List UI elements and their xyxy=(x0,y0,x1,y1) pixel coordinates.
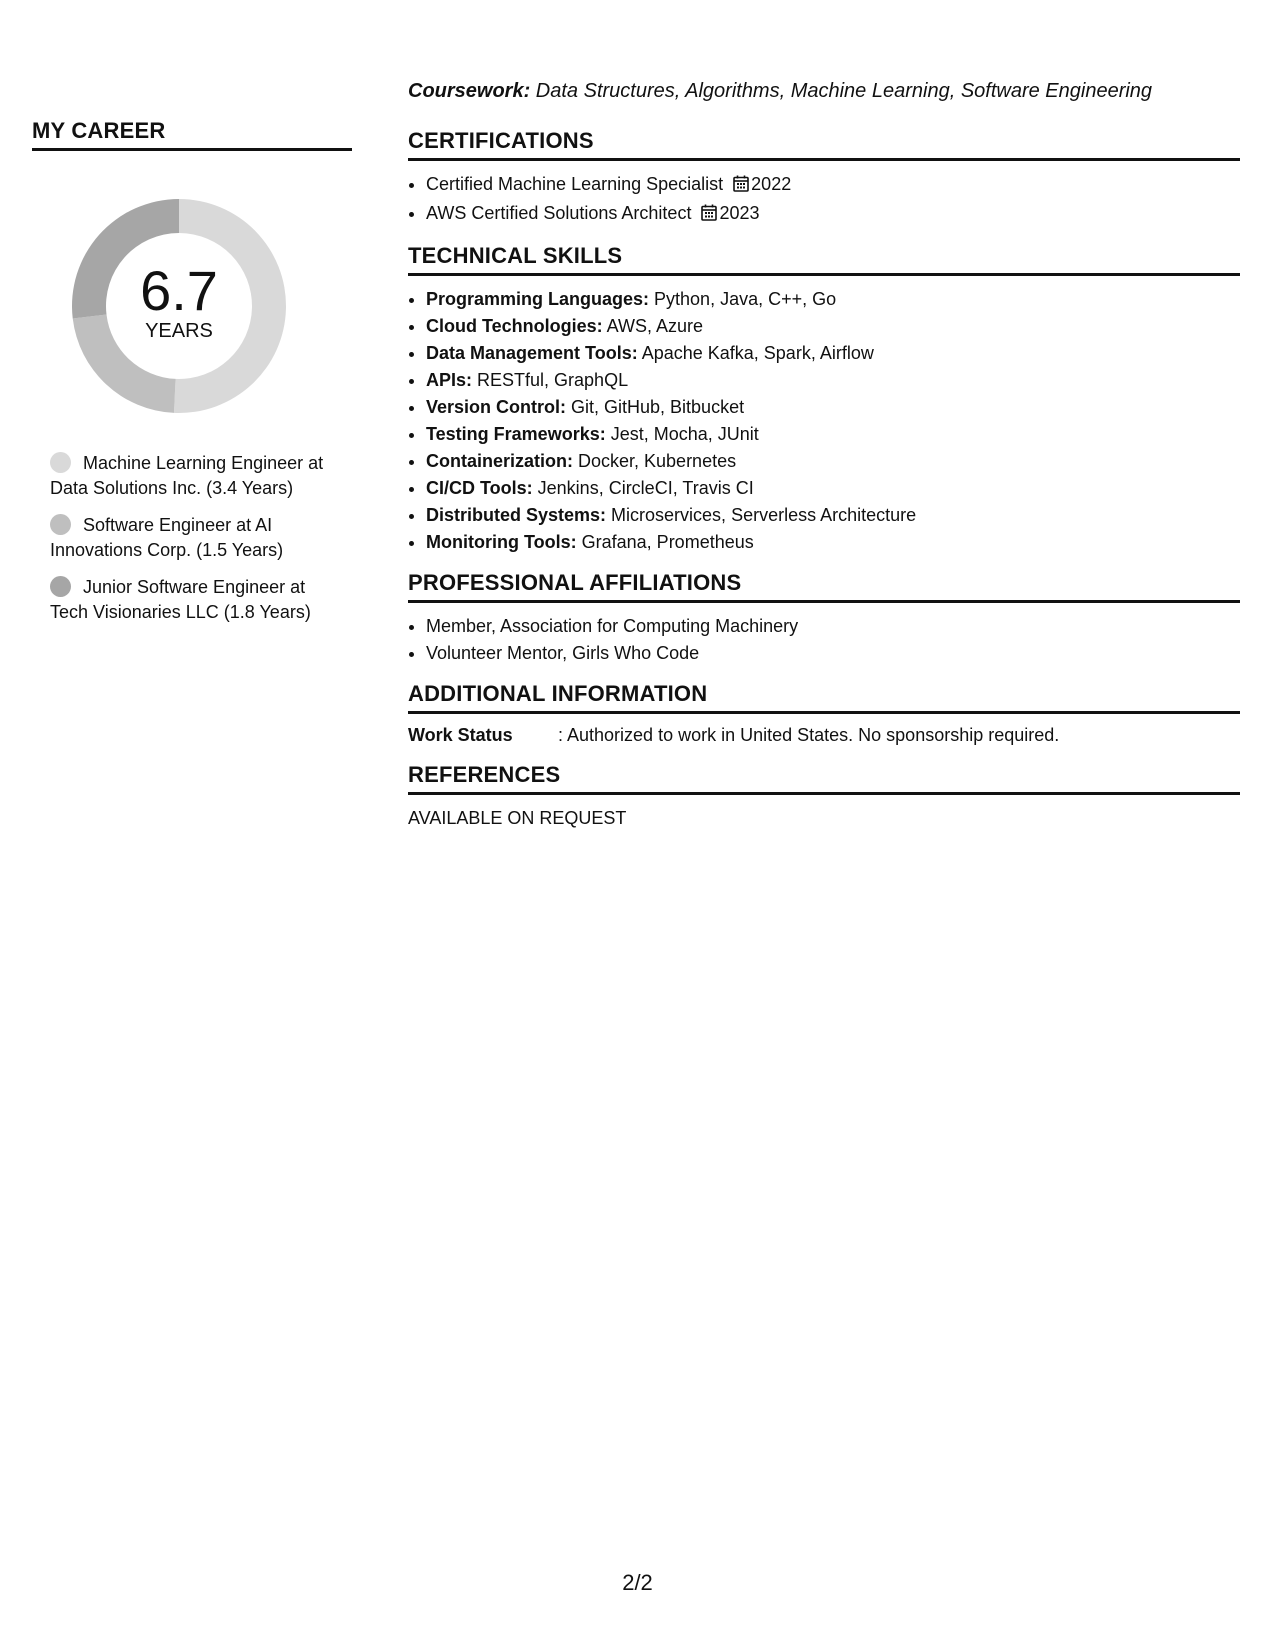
certification-name: AWS Certified Solutions Architect xyxy=(426,203,692,223)
certification-year: 2023 xyxy=(719,203,760,223)
donut-center xyxy=(64,191,294,421)
skill-item xyxy=(426,448,1240,475)
legend-color-dot xyxy=(50,576,71,597)
skill-value: Microservices, Serverless Architecture xyxy=(606,505,917,525)
skill-value: Docker, Kubernetes xyxy=(573,451,737,471)
skill-label: CI/CD Tools: xyxy=(426,478,533,498)
skill-item xyxy=(426,313,1240,340)
skill-value: Jest, Mocha, JUnit xyxy=(605,424,759,444)
coursework-value: Data Structures, Algorithms, Machine Learning, Software Engineering xyxy=(530,80,1153,102)
skill-item xyxy=(426,286,1240,313)
skill-item xyxy=(426,340,1240,367)
work-status-row xyxy=(408,722,1240,748)
certifications-list xyxy=(408,171,1240,229)
career-donut-chart xyxy=(64,191,294,421)
main-column xyxy=(408,76,1240,831)
skill-item xyxy=(426,367,1240,394)
calendar-icon xyxy=(701,202,717,229)
work-status-value: : Authorized to work in United States. No sponsorship required. xyxy=(558,725,1060,745)
references-text: AVAILABLE ON REQUEST xyxy=(408,808,627,828)
affiliation-item: • Volunteer Mentor, Girls Who Code xyxy=(426,640,1240,667)
skill-label: Data Management Tools: xyxy=(426,343,638,363)
coursework-line xyxy=(408,76,1240,106)
skill-value: Apache Kafka, Spark, Airflow xyxy=(637,343,874,363)
additional-info-title: ADDITIONAL INFORMATION xyxy=(408,681,1240,714)
skill-value: Git, GitHub, Bitbucket xyxy=(566,397,745,417)
coursework-label: Coursework: xyxy=(408,80,531,102)
skill-item xyxy=(426,529,1240,556)
skill-value: Python, Java, C++, Go xyxy=(649,289,837,309)
skill-label: Containerization: xyxy=(426,451,573,471)
legend-item xyxy=(50,575,340,625)
affiliations-list xyxy=(408,613,1240,667)
legend-label: Junior Software Engineer at Tech Visionaries LLC (1.8 Years) xyxy=(50,577,311,622)
affiliation-item: • Member, Association for Computing Machinery xyxy=(426,613,1240,640)
technical-skills-title: TECHNICAL SKILLS xyxy=(408,243,1240,276)
career-total-value: 6.7 xyxy=(140,259,218,322)
skill-label: Testing Frameworks: xyxy=(426,424,606,444)
skill-label: Distributed Systems: xyxy=(426,505,607,525)
legend-label: Machine Learning Engineer at Data Solutions Inc. (3.4 Years) xyxy=(50,453,324,498)
skill-item xyxy=(426,421,1240,448)
certification-year: 2022 xyxy=(751,174,792,194)
skill-value: RESTful, GraphQL xyxy=(472,370,629,390)
certification-name: Certified Machine Learning Specialist xyxy=(426,174,724,194)
skill-value: Grafana, Prometheus xyxy=(576,532,754,552)
certification-item xyxy=(426,171,1240,200)
skill-value: Jenkins, CircleCI, Travis CI xyxy=(532,478,754,498)
skill-item xyxy=(426,394,1240,421)
work-status-label: Work Status xyxy=(408,725,513,745)
legend-label: Software Engineer at AI Innovations Corp. (1.5 Years) xyxy=(50,515,284,560)
skill-label: Monitoring Tools: xyxy=(426,532,577,552)
references-title: REFERENCES xyxy=(408,762,1240,795)
affiliations-title: PROFESSIONAL AFFILIATIONS xyxy=(408,570,1240,603)
calendar-icon xyxy=(733,173,749,200)
career-section xyxy=(32,118,352,637)
page-number: 2/2 xyxy=(622,1570,653,1595)
skill-label: Cloud Technologies: xyxy=(426,316,603,336)
skill-label: Version Control: xyxy=(426,397,567,417)
skill-label: APIs: xyxy=(426,370,473,390)
legend-item xyxy=(50,513,340,563)
certifications-title: CERTIFICATIONS xyxy=(408,128,1240,161)
skill-value: AWS, Azure xyxy=(602,316,704,336)
legend-color-dot xyxy=(50,514,71,535)
legend-item xyxy=(50,451,340,501)
certification-item xyxy=(426,200,1240,229)
career-total-unit: YEARS xyxy=(145,320,213,342)
skill-item xyxy=(426,475,1240,502)
career-title: MY CAREER xyxy=(32,118,352,151)
technical-skills-list xyxy=(408,286,1240,556)
skill-item xyxy=(426,502,1240,529)
legend-color-dot xyxy=(50,452,71,473)
career-legend xyxy=(50,451,340,625)
skill-label: Programming Languages: xyxy=(426,289,650,309)
